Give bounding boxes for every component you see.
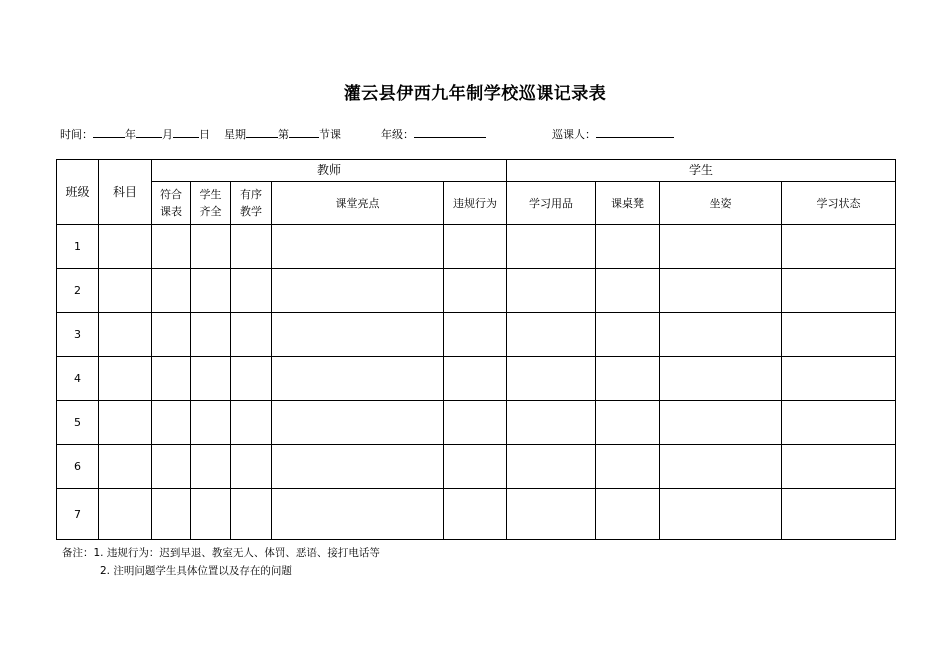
- inspection-table: [56, 159, 896, 540]
- table-cell[interactable]: [231, 401, 272, 445]
- table-cell[interactable]: [272, 313, 444, 357]
- table-cell[interactable]: [191, 357, 231, 401]
- row-number: 7: [57, 489, 99, 540]
- table-cell[interactable]: [272, 445, 444, 489]
- table-cell[interactable]: [596, 489, 660, 540]
- header-row-2: [57, 182, 896, 225]
- table-cell[interactable]: [231, 489, 272, 540]
- meta-line: [60, 126, 674, 142]
- table-cell[interactable]: [272, 489, 444, 540]
- table-cell[interactable]: [782, 225, 896, 269]
- table-row: [57, 357, 896, 401]
- table-cell[interactable]: [152, 489, 191, 540]
- row-number: 5: [57, 401, 99, 445]
- table-cell[interactable]: [152, 445, 191, 489]
- teacher-col-header: 学生 齐全: [191, 182, 231, 225]
- table-cell[interactable]: [660, 445, 782, 489]
- table-cell[interactable]: [507, 313, 596, 357]
- period-label: 节课: [319, 128, 341, 141]
- table-cell[interactable]: [596, 401, 660, 445]
- table-cell[interactable]: [191, 401, 231, 445]
- table-cell[interactable]: [507, 225, 596, 269]
- month-blank[interactable]: [136, 126, 162, 138]
- table-cell[interactable]: [782, 269, 896, 313]
- row-number: 2: [57, 269, 99, 313]
- day-label: 日: [199, 128, 210, 141]
- table-cell[interactable]: [191, 445, 231, 489]
- table-row: [57, 401, 896, 445]
- row-number: 3: [57, 313, 99, 357]
- table-cell[interactable]: [782, 401, 896, 445]
- table-cell[interactable]: [231, 445, 272, 489]
- table-cell[interactable]: [231, 313, 272, 357]
- table-cell[interactable]: [191, 269, 231, 313]
- table-cell[interactable]: [507, 401, 596, 445]
- table-cell[interactable]: [152, 401, 191, 445]
- table-cell[interactable]: [507, 269, 596, 313]
- inspector-label: 巡课人：: [552, 128, 596, 141]
- table-cell[interactable]: [99, 445, 152, 489]
- row-number: 4: [57, 357, 99, 401]
- col-subject-header: 科目: [99, 160, 152, 225]
- year-blank[interactable]: [93, 126, 125, 138]
- table-cell[interactable]: [444, 445, 507, 489]
- teacher-col-header: 课堂亮点: [272, 182, 444, 225]
- table-row: [57, 445, 896, 489]
- student-col-header: 学习状态: [782, 182, 896, 225]
- table-cell[interactable]: [99, 269, 152, 313]
- table-cell[interactable]: [99, 225, 152, 269]
- table-cell[interactable]: [507, 489, 596, 540]
- col-class-header: 班级: [57, 160, 99, 225]
- student-col-header: 学习用品: [507, 182, 596, 225]
- grade-blank[interactable]: [414, 126, 486, 138]
- teacher-col-header: 有序 教学: [231, 182, 272, 225]
- table-row: [57, 489, 896, 540]
- table-cell[interactable]: [444, 401, 507, 445]
- table-cell[interactable]: [660, 313, 782, 357]
- table-cell[interactable]: [191, 225, 231, 269]
- teacher-col-header: 违规行为: [444, 182, 507, 225]
- table-cell[interactable]: [231, 225, 272, 269]
- table-cell[interactable]: [231, 269, 272, 313]
- note-line-1: 备注：1. 违规行为：迟到早退、教室无人、体罚、恶语、接打电话等: [62, 547, 380, 559]
- table-cell[interactable]: [782, 357, 896, 401]
- table-cell[interactable]: [152, 269, 191, 313]
- table-cell[interactable]: [507, 445, 596, 489]
- table-cell[interactable]: [152, 313, 191, 357]
- table-cell[interactable]: [99, 357, 152, 401]
- table-cell[interactable]: [596, 225, 660, 269]
- table-cell[interactable]: [99, 313, 152, 357]
- teacher-col-header: 符合 课表: [152, 182, 191, 225]
- table-cell[interactable]: [152, 225, 191, 269]
- table-cell[interactable]: [596, 313, 660, 357]
- page-title: 灌云县伊西九年制学校巡课记录表: [343, 84, 607, 104]
- notes: [62, 544, 380, 580]
- table-cell[interactable]: [444, 489, 507, 540]
- table-cell[interactable]: [272, 357, 444, 401]
- table-cell[interactable]: [660, 225, 782, 269]
- table-cell[interactable]: [782, 445, 896, 489]
- table-cell[interactable]: [99, 401, 152, 445]
- table-cell[interactable]: [782, 313, 896, 357]
- period-blank[interactable]: [289, 126, 319, 138]
- table-cell[interactable]: [191, 313, 231, 357]
- student-col-header: 坐姿: [660, 182, 782, 225]
- table-cell[interactable]: [444, 269, 507, 313]
- month-label: 月: [162, 128, 173, 141]
- table-cell[interactable]: [660, 401, 782, 445]
- table-cell[interactable]: [660, 357, 782, 401]
- inspector-blank[interactable]: [596, 126, 674, 138]
- table-cell[interactable]: [272, 401, 444, 445]
- row-number: 1: [57, 225, 99, 269]
- note-line-2: 2. 注明问题学生具体位置以及存在的问题: [100, 565, 292, 577]
- student-col-header: 课桌凳: [596, 182, 660, 225]
- time-label: 时间：: [60, 128, 93, 141]
- table-cell[interactable]: [596, 445, 660, 489]
- week-blank[interactable]: [246, 126, 278, 138]
- table-cell[interactable]: [444, 313, 507, 357]
- table-row: [57, 313, 896, 357]
- table-cell[interactable]: [660, 269, 782, 313]
- table-cell[interactable]: [782, 489, 896, 540]
- table-cell[interactable]: [272, 225, 444, 269]
- table-cell[interactable]: [99, 489, 152, 540]
- table-cell[interactable]: [507, 357, 596, 401]
- day-blank[interactable]: [173, 126, 199, 138]
- row-number: 6: [57, 445, 99, 489]
- table-cell[interactable]: [444, 225, 507, 269]
- week-label: 星期: [224, 128, 246, 141]
- table-cell[interactable]: [191, 489, 231, 540]
- table-cell[interactable]: [231, 357, 272, 401]
- teacher-group-header: 教师: [152, 160, 507, 182]
- table-row: [57, 269, 896, 313]
- table-cell[interactable]: [596, 357, 660, 401]
- table-cell[interactable]: [272, 269, 444, 313]
- table-cell[interactable]: [660, 489, 782, 540]
- table-cell[interactable]: [444, 357, 507, 401]
- table-row: [57, 225, 896, 269]
- student-group-header: 学生: [507, 160, 896, 182]
- table-cell[interactable]: [596, 269, 660, 313]
- header-row-1: [57, 160, 896, 182]
- grade-label: 年级：: [381, 128, 414, 141]
- table-cell[interactable]: [152, 357, 191, 401]
- nth-label: 第: [278, 128, 289, 141]
- year-label: 年: [125, 128, 136, 141]
